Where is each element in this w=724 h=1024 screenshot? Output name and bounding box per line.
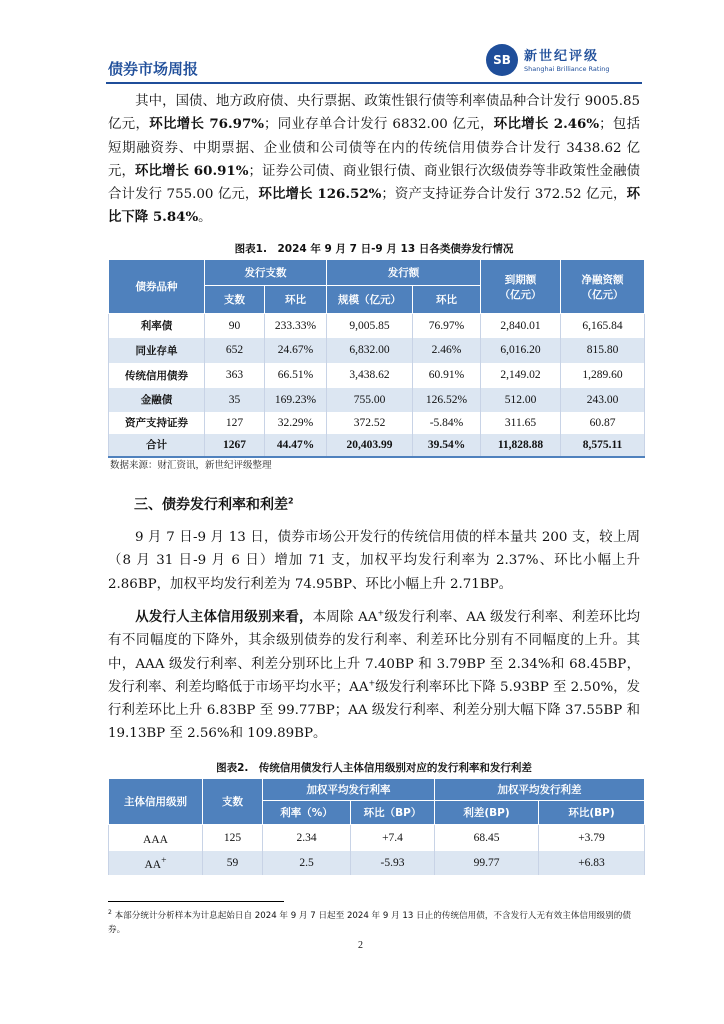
col-net-l1: 净融资额: [581, 273, 624, 286]
section-heading-text: 三、债券发行利率和利差: [134, 497, 288, 513]
cell-count: 35: [205, 388, 265, 412]
cell-count: 59: [203, 851, 263, 875]
cell-maturity: 311.65: [481, 412, 561, 434]
col-amount-group: 发行额: [327, 260, 481, 286]
section-heading: [134, 494, 294, 514]
intro-text-6: 。: [198, 210, 212, 226]
col-category: 债券品种: [109, 260, 205, 314]
cell-amount: 9,005.85: [327, 314, 413, 338]
col-amount: 规模（亿元）: [327, 286, 413, 314]
table1-caption: 图表1. 2024 年 9 月 7 日-9 月 13 日各类债券发行情况: [234, 243, 514, 255]
cell-amount-chg: 2.46%: [413, 338, 481, 363]
cell-count-chg: 169.23%: [265, 388, 327, 412]
col-net: [561, 260, 645, 314]
cell-maturity: 6,016.20: [481, 338, 561, 363]
cell-net: 6,165.84: [561, 314, 645, 338]
intro-bold-4: 环比增长 126.52%: [258, 186, 382, 203]
table1-source: 数据来源：财汇资讯，新世纪评级整理: [110, 460, 272, 471]
cell-spread-chg: +3.79: [539, 825, 645, 851]
cell-net: 815.80: [561, 338, 645, 363]
cell-spread: 99.77: [435, 851, 539, 875]
intro-text-1: 其中，国债、地方政府债、央行票据、政策性银行债等利率债品种合计发行 9005.85 亿元，: [108, 94, 640, 133]
cell-count: 90: [205, 314, 265, 338]
company-logo: [486, 44, 626, 80]
cell-maturity: 512.00: [481, 388, 561, 412]
cell-count: 1267: [205, 434, 265, 457]
cell-count-chg: 66.51%: [265, 363, 327, 388]
para3-text-3: 级发行利率环比下降 5.93BP 至 2.50%，发行利差环比上升 6.83BP 至 99.77BP；AA 级发行利率、利差分别大幅下降 37.55BP 和 19.13BP 至 2.56%和 109.89BP。: [108, 679, 640, 742]
col-maturity-l2: （亿元）: [499, 288, 542, 301]
table-row: [109, 825, 645, 851]
footnote-ref: 2: [288, 496, 294, 506]
logo-mark-icon: SB: [486, 44, 518, 76]
logo-en-text: Shanghai Brilliance Rating: [524, 65, 610, 73]
intro-bold-2: 环比增长 2.46%: [493, 116, 600, 133]
footnote-number: 2: [108, 909, 112, 916]
cell-amount-chg: -5.84%: [413, 412, 481, 434]
cell-rate: 2.34: [263, 825, 351, 851]
cell-count: 652: [205, 338, 265, 363]
cell-amount-chg: 60.91%: [413, 363, 481, 388]
para3-text-1: 本周除 AA: [312, 610, 378, 625]
col-spread-chg: 环比(BP): [539, 801, 645, 825]
rating-rate-table: [108, 778, 645, 875]
footnote-text: 本部分统计分析样本为计息起始日自 2024 年 9 月 7 日起至 2024 年 9 月 13 日止的传统信用债，不含发行人无有效主体信用级别的债券。: [108, 910, 631, 935]
para3-text-2: 级发行利率、AA 级发行利率、利差环比均有不同幅度的下降外，其余级别债券的发行利率、利差环比分别有不同幅度的上升。其中，AAA 级发行利率、利差分别环比上升 7.40BP 和 3.79BP 至 2.34%和 68.45BP，发行利率、利差均略低于市场平均水平；AA: [108, 610, 640, 695]
row-name: 利率债: [109, 314, 205, 338]
table-row: [109, 388, 645, 412]
intro-bold-3: 环比增长 60.91%: [135, 162, 249, 179]
table-row: [109, 363, 645, 388]
intro-text-3: ；包括短期融资券、中期票据、企业债和公司债等在内的传统信用债券合计发行 3438.62 亿元，: [108, 117, 641, 179]
cell-amount-chg: 76.97%: [413, 314, 481, 338]
col-count: 支数: [203, 779, 263, 825]
col-count-chg: 环比: [265, 286, 327, 314]
col-maturity: [481, 260, 561, 314]
cell-count: 127: [205, 412, 265, 434]
cell-maturity: 2,149.02: [481, 363, 561, 388]
cell-net: 1,289.60: [561, 363, 645, 388]
header-divider: [106, 82, 642, 84]
para2-text: 9 月 7 日-9 月 13 日，债券市场公开发行的传统信用债的样本量共 200 支，较上周（8 月 31 日-9 月 6 日）增加 71 支，加权平均发行利率为 2.37%、环比小幅上升 2.86BP，加权平均发行利差为 74.95BP、环比小幅上升 2.71BP。: [108, 530, 640, 592]
rating-analysis-paragraph: [108, 606, 640, 746]
rating-label: AA: [144, 858, 162, 871]
col-spread: 利差(BP): [435, 801, 539, 825]
para3-bold: 从发行人主体信用级别来看，: [135, 609, 313, 625]
cell-maturity: 2,840.01: [481, 314, 561, 338]
table-row: [109, 851, 645, 875]
cell-maturity: 11,828.88: [481, 434, 561, 457]
cell-count-chg: 44.47%: [265, 434, 327, 457]
para3-sup-2: +: [368, 678, 376, 688]
cell-rate-chg: +7.4: [351, 825, 435, 851]
cell-net: 243.00: [561, 388, 645, 412]
intro-bold-1: 环比增长 76.97%: [149, 116, 264, 133]
rating-sup: +: [161, 854, 167, 866]
intro-paragraph: [108, 90, 640, 230]
intro-text-5: ；资产支持证券合计发行 372.52 亿元，: [381, 187, 627, 203]
logo-cn-text: 新世纪评级: [524, 49, 600, 64]
report-title: 债券市场周报: [108, 60, 199, 78]
row-name: 资产支持证券: [109, 412, 205, 434]
col-amount-chg: 环比: [413, 286, 481, 314]
cell-count: 125: [203, 825, 263, 851]
col-rating: 主体信用级别: [109, 779, 203, 825]
footnote-divider: [108, 901, 284, 902]
col-rate: 利率（%）: [263, 801, 351, 825]
cell-amount-chg: 126.52%: [413, 388, 481, 412]
cell-amount: 3,438.62: [327, 363, 413, 388]
col-spread-group: 加权平均发行利差: [435, 779, 645, 801]
rate-summary-paragraph: [108, 526, 640, 596]
col-rate-group: 加权平均发行利率: [263, 779, 435, 801]
cell-spread: 68.45: [435, 825, 539, 851]
cell-net: 8,575.11: [561, 434, 645, 457]
table2-caption: 图表2. 传统信用债发行人主体信用级别对应的发行利率和发行利差: [216, 762, 532, 774]
cell-rating: [109, 825, 203, 851]
cell-count-chg: 24.67%: [265, 338, 327, 363]
table-row: [109, 314, 645, 338]
cell-rate: 2.5: [263, 851, 351, 875]
cell-rating: [109, 851, 203, 875]
cell-rate-chg: -5.93: [351, 851, 435, 875]
row-name: 传统信用债券: [109, 363, 205, 388]
cell-amount: 755.00: [327, 388, 413, 412]
issuance-table: [108, 259, 645, 458]
row-name: 金融债: [109, 388, 205, 412]
cell-amount: 6,832.00: [327, 338, 413, 363]
cell-amount: 372.52: [327, 412, 413, 434]
cell-count: 363: [205, 363, 265, 388]
row-name: 合计: [109, 434, 205, 457]
cell-count-chg: 32.29%: [265, 412, 327, 434]
cell-amount-chg: 39.54%: [413, 434, 481, 457]
cell-spread-chg: +6.83: [539, 851, 645, 875]
intro-bold-5: 环比下降 5.84%: [108, 186, 640, 226]
table-row-total: [109, 434, 645, 457]
table-row: [109, 338, 645, 363]
col-net-l2: （亿元）: [581, 288, 624, 301]
page-number: 2: [358, 940, 363, 951]
rating-label: AAA: [143, 833, 168, 846]
col-count: 支数: [205, 286, 265, 314]
intro-text-4: ；证券公司债、商业银行债、商业银行次级债券等非政策性金融债合计发行 755.00 亿元，: [108, 163, 640, 203]
col-maturity-l1: 到期额: [504, 273, 537, 286]
row-name: 同业存单: [109, 338, 205, 363]
footnote: [108, 906, 640, 937]
cell-amount: 20,403.99: [327, 434, 413, 457]
cell-count-chg: 233.33%: [265, 314, 327, 338]
table-row: [109, 412, 645, 434]
para3-sup-1: +: [377, 608, 385, 618]
col-rate-chg: 环比（BP）: [351, 801, 435, 825]
intro-text-2: ；同业存单合计发行 6832.00 亿元，: [264, 117, 494, 133]
cell-net: 60.87: [561, 412, 645, 434]
col-count-group: 发行支数: [205, 260, 327, 286]
